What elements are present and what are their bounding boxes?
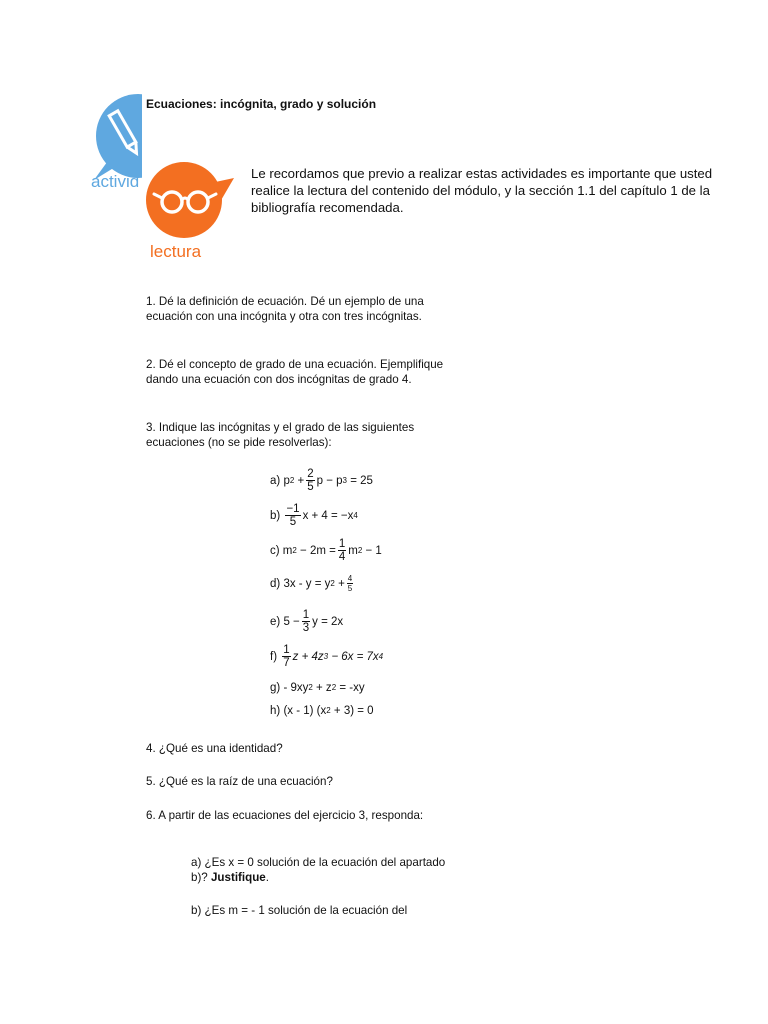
question-1: 1. Dé la definición de ecuación. Dé un ejemplo de una ecuación con una incógnita y otra con tres incógnitas. xyxy=(146,295,424,323)
question-6: 6. A partir de las ecuaciones del ejercicio 3, responda: xyxy=(146,809,424,822)
intro-paragraph: Le recordamos que previo a realizar estas actividades es importante que usted realice la lectura del contenido del módulo, y la sección 1.1 del capítulo 1 de la bibliografía recomendada. xyxy=(251,166,713,215)
equation-f: f) $\frac{1}{7}$ z + 4z 3 − 6x = 7x 4 xyxy=(270,644,384,669)
question-4: 4. ¿Qué es una identidad? xyxy=(146,742,283,755)
equation-a: a) p 2 + $\frac{2}{5}$ p − p 3 = 25 xyxy=(270,468,373,493)
equation-c: c) m 2 − 2m = $\frac{1}{4}$ m 2 − 1 xyxy=(270,538,382,563)
equation-d: d) 3x - y = y 2 + $\frac{4}{5}$ xyxy=(270,574,353,593)
sub-question-b: b) ¿Es m = - 1 solución de la ecuación del xyxy=(191,904,408,917)
question-3: 3. Indique las incógnitas y el grado de las siguientes ecuaciones (no se pide resolverlas): xyxy=(146,421,415,449)
equation-g: g) - 9xy 2 + z 2 = -xy xyxy=(270,682,365,694)
reading-glasses-icon xyxy=(140,158,240,240)
equation-b: b) $\frac{-1}{5}$ x + 4 = −x 4 xyxy=(270,503,358,528)
question-5: 5. ¿Qué es la raíz de una ecuación? xyxy=(146,775,333,788)
activity-icon-label: activid xyxy=(91,172,140,191)
question-2: 2. Dé el concepto de grado de una ecuación. Ejemplifique dando una ecuación con dos incógnitas de grado 4. xyxy=(146,358,444,386)
page-title: Ecuaciones: incógnita, grado y solución xyxy=(146,97,377,111)
reading-icon-label: lectura xyxy=(150,242,202,261)
sub-question-a: a) ¿Es x = 0 solución de la ecuación del apartado b)? Justifique. xyxy=(191,856,446,884)
equation-e: e) 5 − $\frac{1}{3}$ y = 2x xyxy=(270,609,344,634)
equation-h: h) (x - 1) (x 2 + 3) = 0 xyxy=(270,705,374,717)
